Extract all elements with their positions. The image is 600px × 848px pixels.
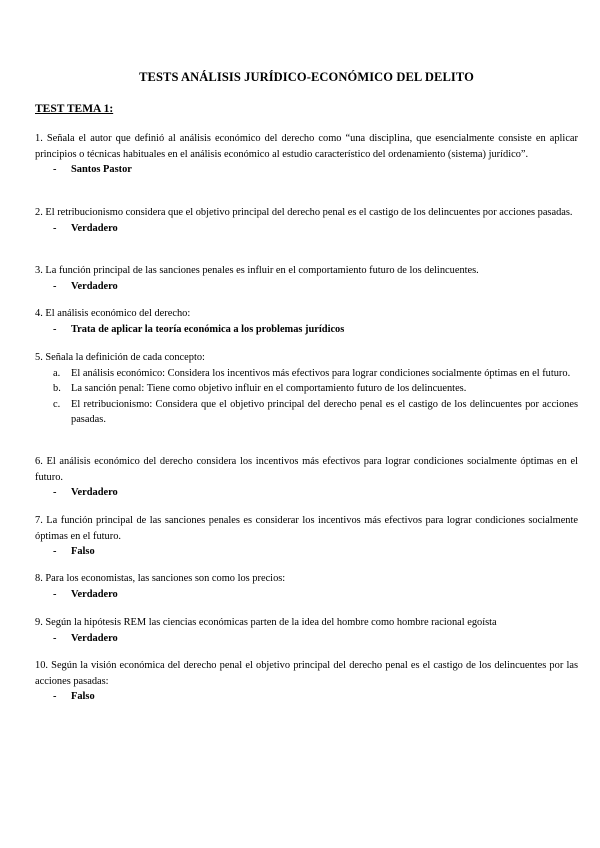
answer: - Verdadero xyxy=(53,485,578,501)
question-text: 7. La función principal de las sanciones penales es considerar los incentivos más efectivos para lograr condiciones socialmente óptimas en el futuro. xyxy=(35,515,578,542)
answer-text: Verdadero xyxy=(71,487,118,498)
question-text: 10. Según la visión económica del derecho penal el objetivo principal del derecho penal es el castigo de los delincuentes por las acciones pasadas: xyxy=(35,660,578,687)
answer: - Santos Pastor xyxy=(53,162,578,178)
question-3 xyxy=(35,263,578,294)
answer-text: Falso xyxy=(71,546,95,557)
question-6 xyxy=(35,454,578,501)
question-4 xyxy=(35,306,578,337)
answer-text: Verdadero xyxy=(71,222,118,234)
question-text: 6. El análisis económico del derecho considera los incentivos más efectivos para lograr condiciones socialmente óptimas en el futuro. xyxy=(35,456,578,483)
section-heading: TEST TEMA 1: xyxy=(35,103,114,115)
question-text: 2. El retribucionismo considera que el objetivo principal del derecho penal es el castigo de los delincuentes por acciones pasadas. xyxy=(35,207,573,218)
answer: - Falso xyxy=(53,689,578,705)
answer-text: Verdadero xyxy=(71,280,118,292)
document-title: TESTS ANÁLISIS JURÍDICO-ECONÓMICO DEL DELITO xyxy=(139,70,474,84)
answer-text: Falso xyxy=(71,691,95,702)
question-text: 1. Señala el autor que definió al análisis económico del derecho como “una disciplina, que esencialmente consiste en aplicar principios o técnicas habituales en el análisis económico al estudio característico del ordenamiento (sistema) jurídico”. xyxy=(35,133,578,160)
question-7 xyxy=(35,513,578,560)
question-text: 5. Señala la definición de cada concepto: xyxy=(35,352,205,363)
answer-text: Verdadero xyxy=(71,632,118,644)
question-5 xyxy=(35,350,578,428)
answer: - Verdadero xyxy=(53,221,578,237)
definition-item-c: c. El retribucionismo: Considera que el objetivo principal del derecho penal es el castigo de los delincuentes por acciones pasadas. xyxy=(53,398,578,425)
question-text: 4. El análisis económico del derecho: xyxy=(35,308,191,319)
definition-item-a: a. El análisis económico: Considera los incentivos más efectivos para lograr condiciones socialmente óptimas en el futuro. xyxy=(53,367,571,379)
question-10 xyxy=(35,658,578,705)
answer: - Trata de aplicar la teoría económica a los problemas jurídicos xyxy=(53,322,578,338)
question-1 xyxy=(35,131,578,178)
question-text: 3. La función principal de las sanciones penales es influir en el comportamiento futuro de los delincuentes. xyxy=(35,265,479,276)
answer-text: Trata de aplicar la teoría económica a los problemas jurídicos xyxy=(71,323,345,335)
question-text: 8. Para los economistas, las sanciones son como los precios: xyxy=(35,573,286,584)
definition-item-b: b. La sanción penal: Tiene como objetivo influir en el comportamiento futuro de los delincuentes. xyxy=(53,383,467,394)
question-9 xyxy=(35,615,578,646)
question-2 xyxy=(35,205,578,236)
answer-text: Verdadero xyxy=(71,588,118,600)
answer: - Verdadero xyxy=(53,631,578,647)
answer: - Falso xyxy=(53,544,578,560)
question-text: 9. Según la hipótesis REM las ciencias económicas parten de la idea del hombre como hombre racional egoísta xyxy=(35,617,497,628)
question-8 xyxy=(35,571,578,602)
answer-text: Santos Pastor xyxy=(71,164,132,175)
answer: - Verdadero xyxy=(53,587,578,603)
answer: - Verdadero xyxy=(53,279,578,295)
